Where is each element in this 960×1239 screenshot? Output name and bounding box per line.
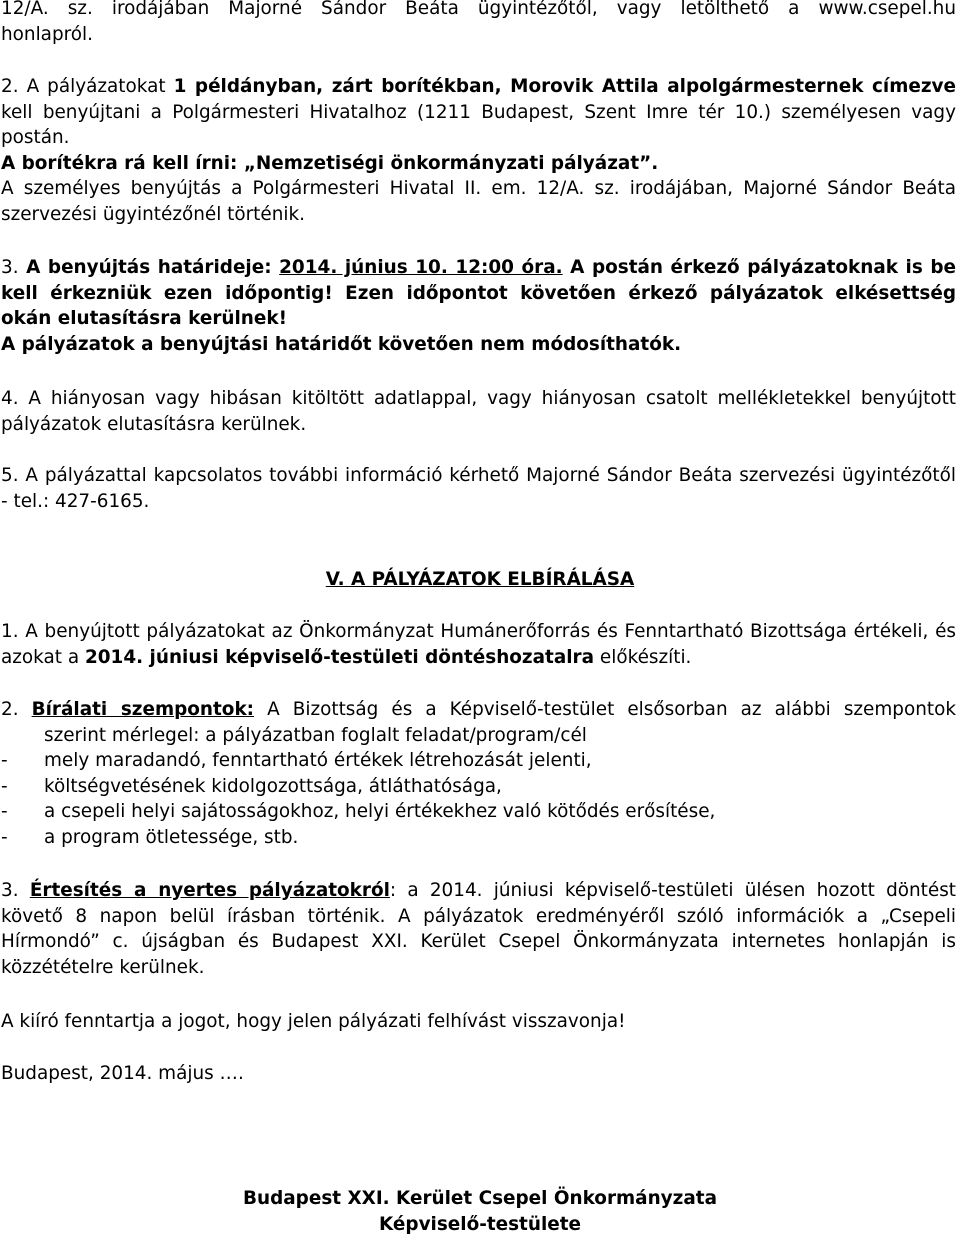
criteria-bullet <box>1 748 956 774</box>
dash-marker: - <box>1 750 8 771</box>
submission-paragraph <box>1 74 956 227</box>
dash-marker: - <box>1 775 8 797</box>
criteria-bullet <box>1 799 956 825</box>
criteria-second-line: szerint mérlegel: a pályázatban foglalt feladat/program/cél <box>44 724 587 746</box>
deadline-paragraph <box>1 255 956 357</box>
dash-marker: - <box>1 826 8 848</box>
criteria-bullet-text: a csepeli helyi sajátosságokhoz, helyi értékekhez való kötődés erősítése, <box>44 801 716 822</box>
criteria-intro-text: A Bizottság és a Képviselő-testület elsősorban az alábbi szempontok <box>267 699 956 720</box>
reservation-text: A kiíró fenntartja a jogot, hogy jelen pályázati felhívást visszavonja! <box>1 1011 626 1032</box>
contact-paragraph <box>1 463 956 514</box>
intro-line-1: 12/A. sz. irodájában Majorné Sándor Beáta ügyintézőtől, vagy letölthető a www.csepel.hu <box>1 0 956 19</box>
item-number: 3. <box>1 257 19 278</box>
personal-submission-text: A személyes benyújtás a Polgármesteri Hivatal II. em. 12/A. sz. irodájában, Majorné Sándor Beáta szervezési ügyintézőnél történik. <box>1 178 956 225</box>
date-text: Budapest, 2014. május …. <box>1 1063 244 1084</box>
signature-block <box>0 1186 960 1237</box>
deadline-value: 2014. június 10. 12:00 óra. <box>279 257 563 278</box>
dash-marker: - <box>1 801 8 822</box>
no-modification-text: A pályázatok a benyújtási határidőt követően nem módosíthatók. <box>1 333 682 355</box>
criteria-bullet-text: a program ötletessége, stb. <box>44 826 299 848</box>
criteria-first-line <box>1 697 956 723</box>
evaluation-paragraph-1 <box>1 619 956 670</box>
intro-line-2: honlapról. <box>1 23 93 45</box>
notification-text: : a 2014. júniusi képviselő-testületi ülésen hozott döntést követő 8 napon belül írásban történik. A pályázatok eredményéről szóló információk a „Csepeli Hírmondó” c. újságban és Budapest XXI. Kerület Csepel Önkormányzata internetes honlapján is közzétételre kerülnek. <box>1 880 956 978</box>
incomplete-paragraph <box>1 386 956 437</box>
reservation-paragraph <box>1 1009 956 1035</box>
date-line <box>1 1061 956 1087</box>
postal-deadline-text: A postán érkező pályázatoknak is be kell érkezniük ezen időpontig! Ezen időpontot követően érkező pályázatok elkésettség okán elutasításra kerülnek! <box>1 257 956 329</box>
item-number: 3. <box>1 880 19 901</box>
signature-line-2: Képviselő-testülete <box>379 1213 581 1235</box>
evaluation-bold: 2014. júniusi képviselő-testületi döntéshozatalra <box>84 646 595 668</box>
criteria-bullet <box>1 825 956 851</box>
contact-text: 5. A pályázattal kapcsolatos további információ kérhető Majorné Sándor Beáta szervezési ügyintézőtől - tel.: 427-6165. <box>1 465 956 512</box>
criteria-bullet <box>1 774 956 800</box>
criteria-block <box>1 697 956 850</box>
evaluation-text-1: 1. A benyújtott pályázatokat az Önkormányzat Humánerőforrás és Fenntartható Bizottsága értékeli, és azokat a <box>1 621 956 668</box>
submission-text-1: A pályázatokat <box>26 76 166 97</box>
signature-line-1: Budapest XXI. Kerület Csepel Önkormányzata <box>243 1188 717 1209</box>
section-heading: V. A PÁLYÁZATOK ELBÍRÁLÁSA <box>325 569 635 590</box>
criteria-bullet-text: mely maradandó, fenntartható értékek létrehozását jelenti, <box>44 750 592 771</box>
submission-text-2: kell benyújtani a Polgármesteri Hivatalhoz (1211 Budapest, Szent Imre tér 10.) személyesen vagy postán. <box>1 101 956 148</box>
incomplete-text: 4. A hiányosan vagy hibásan kitöltött adatlappal, vagy hiányosan csatolt mellékletekkel benyújtott pályázatok elutasításra kerülnek. <box>1 388 956 435</box>
notification-label: Értesítés a nyertes pályázatokról <box>29 880 390 901</box>
item-number: 2. <box>1 699 19 720</box>
notification-paragraph <box>1 878 956 980</box>
envelope-label-bold: A borítékra rá kell írni: „Nemzetiségi önkormányzati pályázat”. <box>1 152 659 174</box>
item-number: 2. <box>1 76 19 97</box>
intro-continuation <box>1 0 956 47</box>
criteria-label: Bírálati szempontok: <box>31 699 255 720</box>
submission-copies-bold: 1 példányban, zárt borítékban, Morovik Attila alpolgármesternek címezve <box>173 76 956 97</box>
deadline-label: A benyújtás határideje: <box>26 257 272 278</box>
evaluation-text-2: előkészíti. <box>599 646 692 668</box>
criteria-bullet-text: költségvetésének kidolgozottsága, átláthatósága, <box>44 775 502 797</box>
